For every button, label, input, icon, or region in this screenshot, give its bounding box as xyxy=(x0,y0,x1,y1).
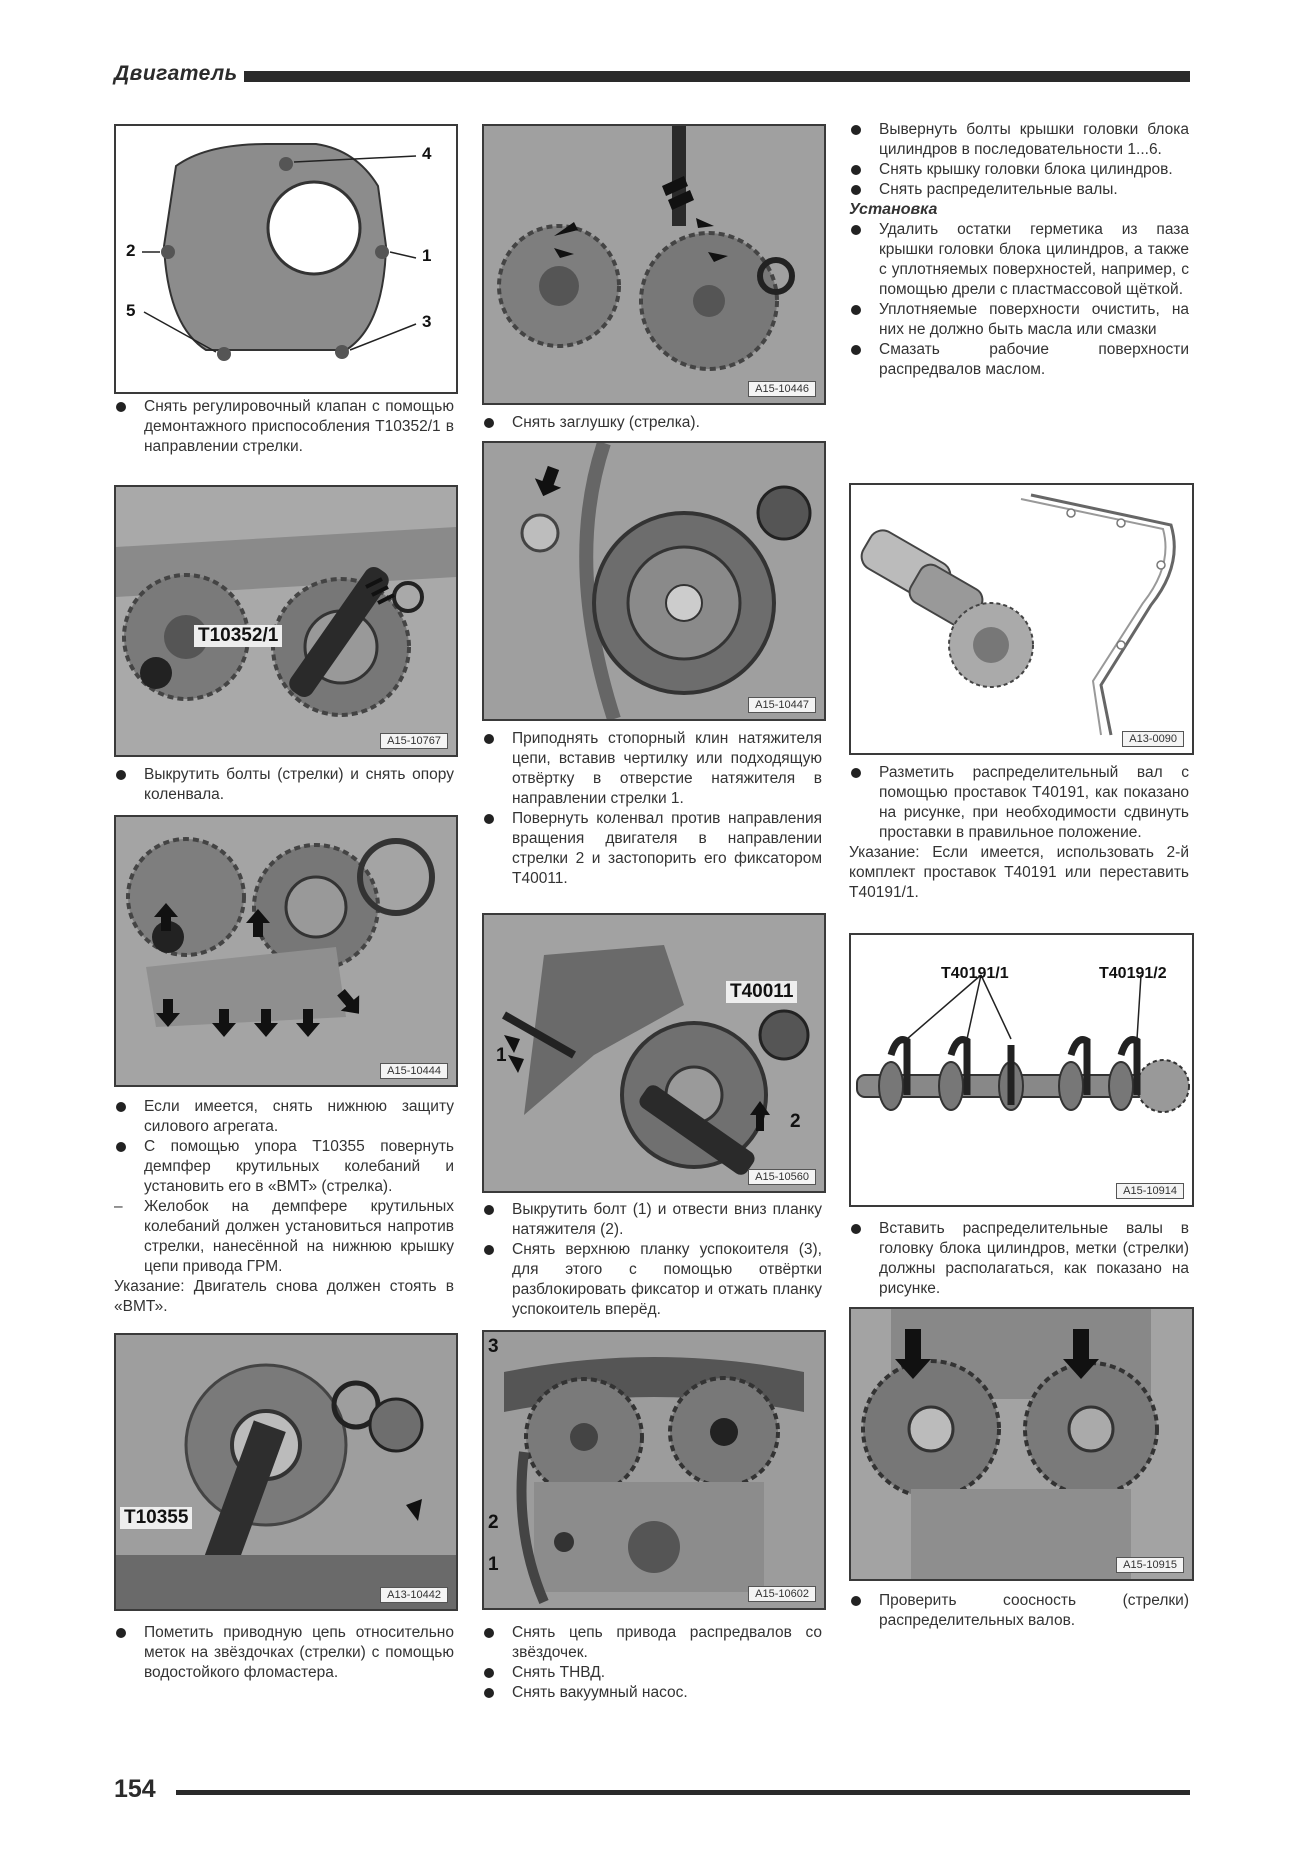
engine-photo xyxy=(484,443,824,719)
figure-code: A13-10442 xyxy=(380,1587,448,1603)
callout-2: 2 xyxy=(488,1512,499,1533)
list-item: Если имеется, снять нижнюю защиту силового агрегата. xyxy=(114,1097,454,1137)
list-item: Разметить распределительный вал с помощью проставок T40191, как показано на рисунке, при необходимости сдвинуть проставки в правильное положение. xyxy=(849,763,1189,843)
figure-timing-chain xyxy=(482,1330,826,1610)
list-item: Повернуть коленвал против направления вращения двигателя в направлении стрелки 2 и застопорить его фиксатором T40011. xyxy=(482,809,822,889)
figure-crank-support xyxy=(114,815,458,1087)
callout-2: 2 xyxy=(126,241,136,260)
list-item: Вставить распределительные валы в головку блока цилиндров, метки (стрелки) должны располагаться, как показано на рисунке. xyxy=(849,1219,1189,1299)
engine-photo xyxy=(484,915,824,1191)
engine-photo xyxy=(851,1309,1192,1579)
section-heading-installation: Установка xyxy=(849,201,938,218)
figure-tensioner xyxy=(482,913,826,1193)
engine-photo xyxy=(116,817,456,1085)
section-title: Двигатель xyxy=(114,62,238,85)
engine-photo xyxy=(484,126,824,403)
col2-text-2 xyxy=(482,729,822,889)
figure-camshaft-seal xyxy=(849,483,1194,755)
list-item: Выкрутить болт (1) и отвести вниз планку натяжителя (2). xyxy=(482,1200,822,1240)
list-item: Снять заглушку (стрелка). xyxy=(482,413,822,433)
callout-4: 4 xyxy=(422,144,432,163)
list-item: Снять цепь привода распредвалов со звёздочек. xyxy=(482,1623,822,1663)
figure-code: A15-10767 xyxy=(380,733,448,749)
tool-label: T10352/1 xyxy=(194,625,282,647)
callout-3: 3 xyxy=(422,312,432,331)
col2-text-3 xyxy=(482,1200,822,1320)
list-item: Пометить приводную цепь относительно меток на звёздочках (стрелки) с помощью водостойкого фломастера. xyxy=(114,1623,454,1683)
figure-code: A13-0090 xyxy=(1122,731,1184,747)
col2-text-4 xyxy=(482,1623,822,1703)
col2-text-1 xyxy=(482,413,822,433)
list-item: Приподнять стопорный клин натяжителя цепи, вставив чертилку или подходящую отвёртку в отверстие натяжителя в направлении стрелки 1. xyxy=(482,729,822,809)
engine-photo xyxy=(116,487,456,755)
callout-2: 2 xyxy=(790,1111,801,1132)
camshaft-drawing xyxy=(851,485,1192,753)
col3-text-2 xyxy=(849,763,1189,903)
col1-text-2 xyxy=(114,765,454,805)
figure-cover xyxy=(114,124,458,394)
col1-text-4 xyxy=(114,1623,454,1683)
engine-photo xyxy=(484,1332,824,1608)
col1-text-3 xyxy=(114,1097,454,1317)
figure-plug xyxy=(482,124,826,405)
figure-code: A15-10446 xyxy=(748,381,816,397)
callout-1: 1 xyxy=(496,1045,507,1066)
callout-3: 3 xyxy=(488,1336,499,1357)
col3-text-3 xyxy=(849,1219,1189,1299)
note: Указание: Если имеется, использовать 2-й комплект проставок T40191 или переставить T40191/1. xyxy=(849,844,1189,901)
engine-photo xyxy=(116,1335,456,1609)
list-item: Снять регулировочный клапан с помощью демонтажного приспособления T10352/1 в направлении стрелки. xyxy=(114,397,454,457)
figure-code: A15-10447 xyxy=(748,697,816,713)
figure-code: A15-10602 xyxy=(748,1586,816,1602)
callout-1: 1 xyxy=(422,246,432,265)
page-number: 154 xyxy=(114,1775,156,1803)
list-item: Снять крышку головки блока цилиндров. xyxy=(849,160,1189,180)
col3-text-4 xyxy=(849,1591,1189,1631)
figure-spacers xyxy=(849,933,1194,1207)
figure-pulley xyxy=(482,441,826,721)
tool-label: T40011 xyxy=(726,981,797,1003)
list-item: Уплотняемые поверхности очистить, на них не должно быть масла или смазки xyxy=(849,300,1189,340)
tool-label-1: T40191/1 xyxy=(941,965,1009,982)
figure-damper xyxy=(114,1333,458,1611)
col3-text-1 xyxy=(849,120,1189,380)
list-item: Проверить соосность (стрелки) распределительных валов. xyxy=(849,1591,1189,1631)
callout-5: 5 xyxy=(126,301,136,320)
list-item: Снять вакуумный насос. xyxy=(482,1683,822,1703)
figure-code: A15-10915 xyxy=(1116,1557,1184,1573)
figure-code: A15-10914 xyxy=(1116,1183,1184,1199)
list-item: Снять верхнюю планку успокоителя (3), для этого с помощью отвёртки разблокировать фиксатор и отжать планку успокоитель вперёд. xyxy=(482,1240,822,1320)
header-rule xyxy=(244,71,1190,82)
callout-1: 1 xyxy=(488,1554,499,1575)
cover-illustration xyxy=(116,126,456,392)
list-item: – Желобок на демпфере крутильных колебаний должен установиться напротив стрелки, нанесённой на нижнюю крышку цепи привода ГРМ. xyxy=(114,1197,454,1277)
list-item: Снять распределительные валы. xyxy=(849,180,1189,200)
list-item: Удалить остатки герметика из паза крышки головки блока цилиндров, а также с уплотняемых поверхностей, например, с помощью дрели с пластмассовой щёткой. xyxy=(849,220,1189,300)
tool-label-2: T40191/2 xyxy=(1099,965,1167,982)
list-item: С помощью упора T10355 повернуть демпфер крутильных колебаний и установить его в «ВМТ» (стрелка). xyxy=(114,1137,454,1197)
list-item: Смазать рабочие поверхности распредвалов маслом. xyxy=(849,340,1189,380)
col1-text-1 xyxy=(114,397,454,457)
figure-code: A15-10560 xyxy=(748,1169,816,1185)
list-item: Вывернуть болты крышки головки блока цилиндров в последовательности 1...6. xyxy=(849,120,1189,160)
list-item: Выкрутить болты (стрелки) и снять опору коленвала. xyxy=(114,765,454,805)
figure-camshafts-installed xyxy=(849,1307,1194,1581)
tool-label: T10355 xyxy=(120,1507,192,1529)
list-item: Снять ТНВД. xyxy=(482,1663,822,1683)
note: Указание: Двигатель снова должен стоять в «ВМТ». xyxy=(114,1278,454,1315)
figure-regulating-valve xyxy=(114,485,458,757)
footer-rule xyxy=(176,1790,1190,1795)
figure-code: A15-10444 xyxy=(380,1063,448,1079)
